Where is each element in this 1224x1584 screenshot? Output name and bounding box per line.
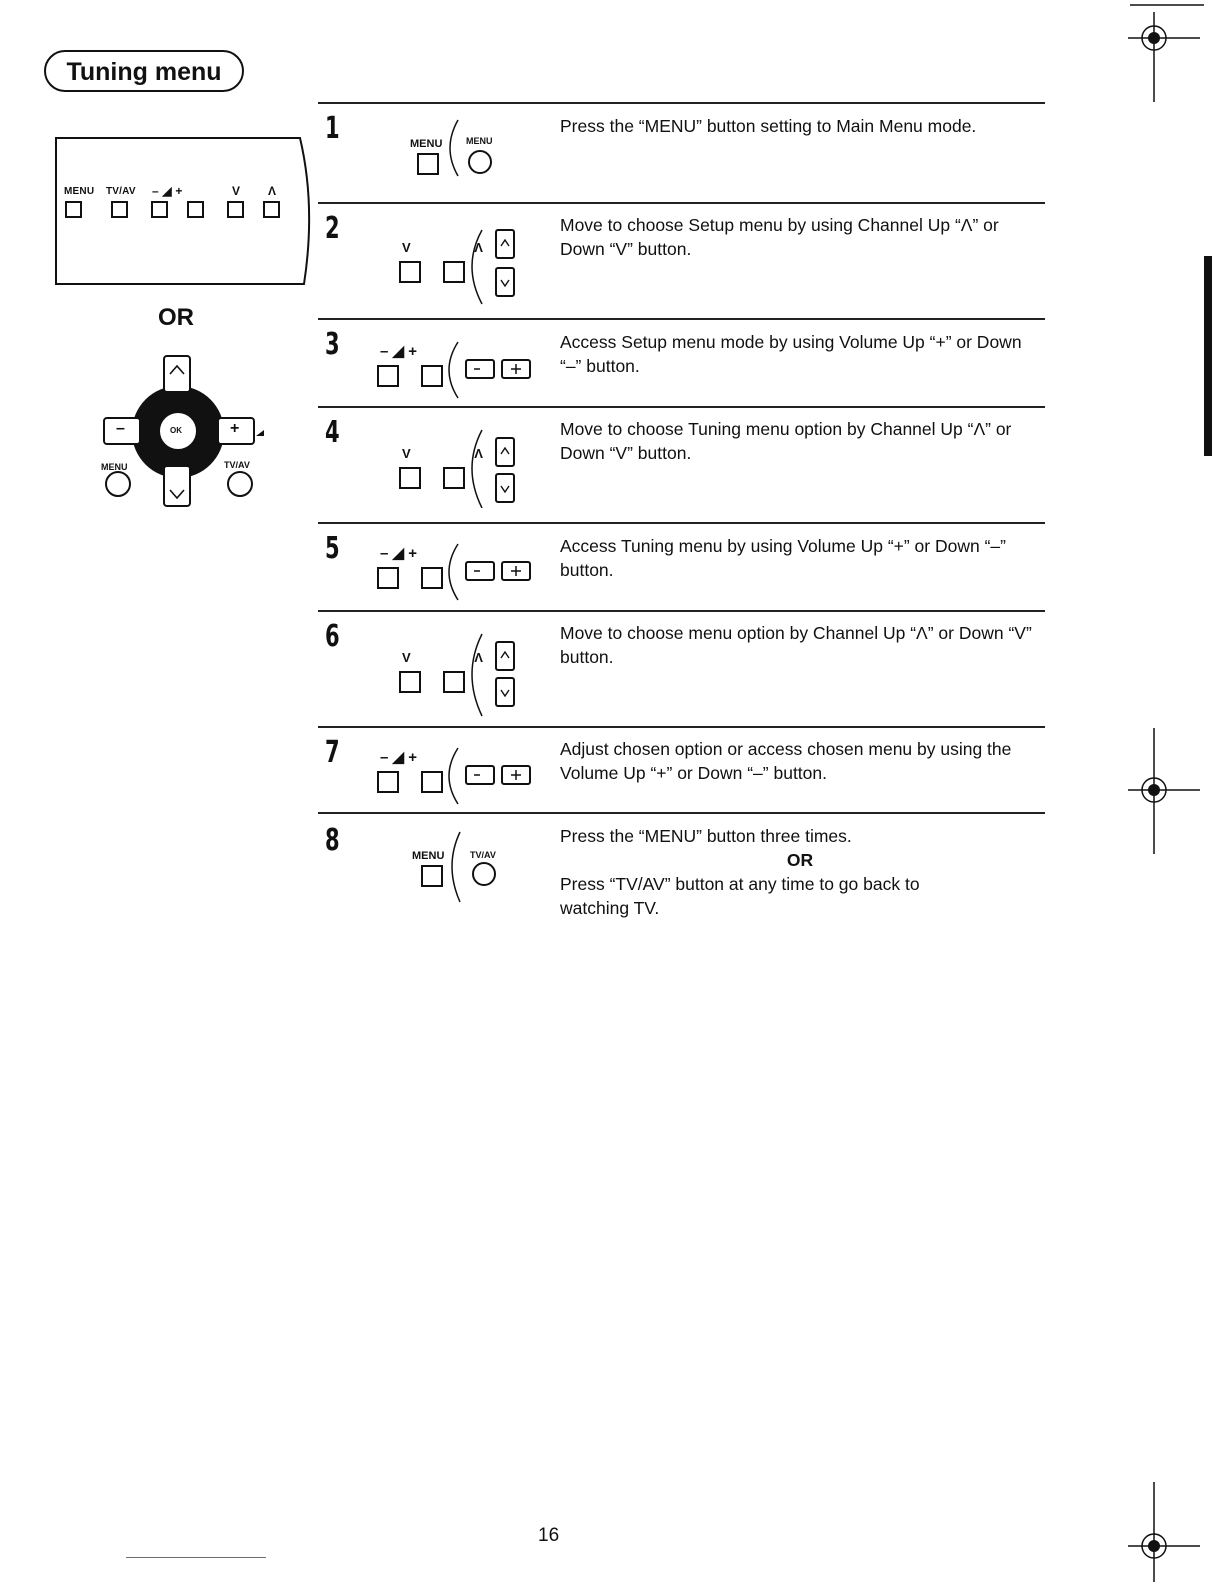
ok-label: OK bbox=[170, 426, 182, 435]
step-divider bbox=[318, 102, 1045, 104]
icon-ch-label: V Λ bbox=[402, 650, 513, 665]
step-text-block bbox=[560, 824, 1040, 920]
icon-vol-label: – ◢ + bbox=[380, 343, 417, 360]
step-number: 7 bbox=[325, 735, 340, 770]
step-number: 1 bbox=[325, 111, 340, 146]
volume-buttons-icon bbox=[370, 746, 540, 811]
tv-menu-label: MENU bbox=[64, 186, 95, 197]
edge-tab-marker bbox=[1204, 256, 1212, 456]
step-text: Move to choose menu option by Channel Up “Λ” or Down “V” button. bbox=[560, 623, 1032, 667]
tv-volume-label: – ◢ + bbox=[152, 184, 183, 198]
icon-vol-label: – ◢ + bbox=[380, 545, 417, 562]
channel-buttons-icon bbox=[370, 428, 530, 513]
step-divider bbox=[318, 318, 1045, 320]
registration-mark-icon bbox=[1126, 0, 1206, 110]
icon-vol-label: – ◢ + bbox=[380, 749, 417, 766]
tv-ch-up-label: Λ bbox=[268, 184, 277, 198]
registration-mark-icon bbox=[1126, 726, 1206, 856]
step-divider bbox=[318, 522, 1045, 524]
step-number: 5 bbox=[325, 531, 340, 566]
step-number: 6 bbox=[325, 619, 340, 654]
tv-tvav-label: TV/AV bbox=[106, 186, 136, 197]
step-text: Move to choose Setup menu by using Channel Up “Λ” or Down “V” button. bbox=[560, 215, 999, 259]
channel-buttons-icon bbox=[370, 226, 530, 311]
scan-artifact-line bbox=[126, 1557, 266, 1558]
remote-menu-label: MENU bbox=[101, 462, 128, 472]
step-text: Move to choose Tuning menu option by Channel Up “Λ” or Down “V” button. bbox=[560, 419, 1012, 463]
step-number: 2 bbox=[325, 211, 340, 246]
icon-menu-label: MENU bbox=[412, 850, 445, 862]
step-text: Adjust chosen option or access chosen menu by using the Volume Up “+” or Down “–” button. bbox=[560, 739, 1012, 783]
remote-dpad bbox=[98, 352, 268, 512]
step-text-alt: Press “TV/AV” button at any time to go back to watching TV. bbox=[560, 874, 920, 918]
page-number: 16 bbox=[538, 1525, 560, 1546]
step-number: 3 bbox=[325, 327, 340, 362]
step-or-label: OR bbox=[786, 850, 814, 870]
plus-label: + bbox=[230, 420, 240, 437]
icon-menu-label: MENU bbox=[466, 136, 493, 146]
step-text: Press the “MENU” button setting to Main Menu mode. bbox=[560, 116, 977, 136]
step-number: 8 bbox=[325, 823, 340, 858]
tv-panel-outline-icon bbox=[54, 136, 314, 286]
step-divider bbox=[318, 726, 1045, 728]
registration-mark-icon bbox=[1126, 1478, 1206, 1584]
step-divider bbox=[318, 610, 1045, 612]
icon-ch-label: V Λ bbox=[402, 240, 513, 255]
remote-tvav-label: TV/AV bbox=[224, 460, 250, 470]
icon-ch-label: V Λ bbox=[402, 446, 513, 461]
step-divider bbox=[318, 812, 1045, 814]
channel-buttons-icon bbox=[370, 630, 530, 725]
step-text: Press the “MENU” button three times. bbox=[560, 826, 852, 846]
or-label: OR bbox=[158, 304, 194, 331]
menu-button-icon bbox=[370, 118, 510, 193]
step-divider bbox=[318, 406, 1045, 408]
icon-tvav-label: TV/AV bbox=[470, 850, 496, 860]
volume-buttons-icon bbox=[370, 340, 540, 405]
step-number: 4 bbox=[325, 415, 340, 450]
icon-menu-label: MENU bbox=[410, 138, 443, 150]
tv-front-panel bbox=[54, 136, 314, 286]
step-divider bbox=[318, 202, 1045, 204]
step-text: Access Setup menu mode by using Volume Up “+” or Down “–” button. bbox=[560, 332, 1022, 376]
menu-tvav-buttons-icon bbox=[370, 830, 510, 911]
volume-buttons-icon bbox=[370, 542, 540, 607]
tv-ch-down-label: V bbox=[232, 184, 241, 198]
page-title: Tuning menu bbox=[44, 50, 244, 92]
step-text: Access Tuning menu by using Volume Up “+” or Down “–” button. bbox=[560, 536, 1006, 580]
minus-label: – bbox=[116, 420, 125, 437]
